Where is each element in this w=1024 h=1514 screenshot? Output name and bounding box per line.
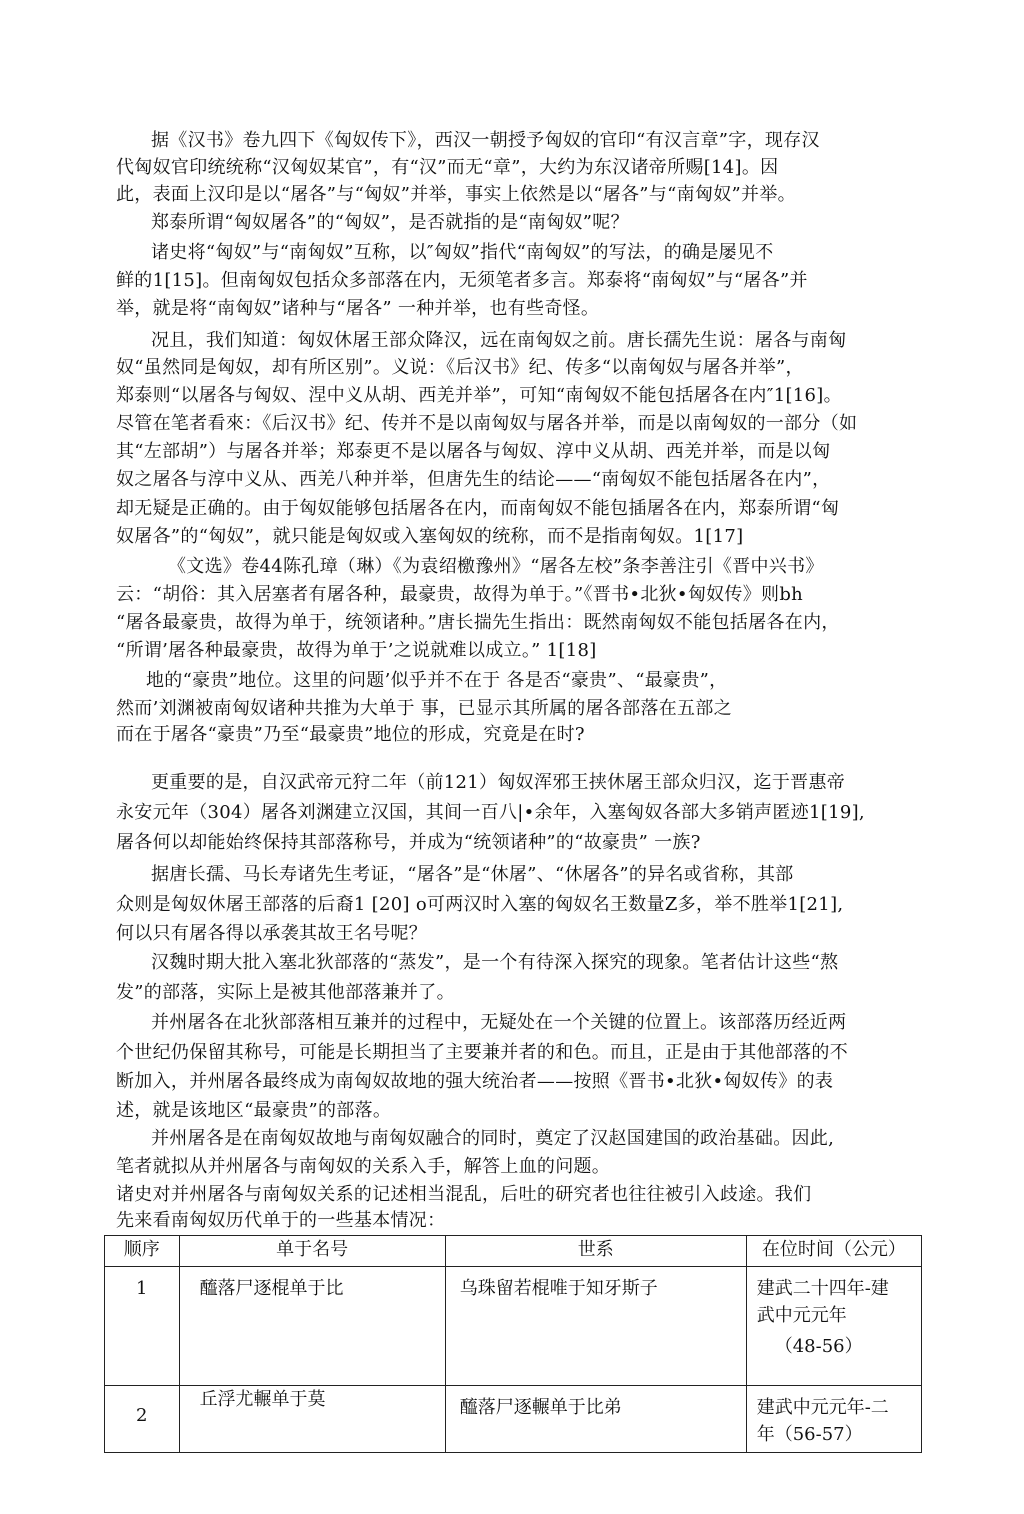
text-line: 奴屠各”的“匈奴”，就只能是匈奴或入塞匈奴的统称，而不是指南匈奴。1[17] bbox=[116, 526, 744, 547]
text-line: 众则是匈奴休屠王部落的后裔1 [20] o可两汉时入塞的匈奴名王数量Z多，举不胜举1[21], bbox=[116, 894, 844, 915]
table-cell-lineage bbox=[445, 1386, 746, 1453]
text-line: 其“左部胡”）与屠各并举；郑泰更不是以屠各与匈奴、淳中义从胡、西羌并举，而是以匈 bbox=[116, 441, 831, 462]
text-line: 何以只有屠各得以承袭其故王名号呢？ bbox=[116, 923, 428, 944]
text-line: “所谓’屠各种最豪贵，故得为单于’之说就难以成立。” 1[18] bbox=[116, 640, 597, 661]
time-part: 武中元元年 bbox=[756, 1305, 847, 1326]
text-line: 却无疑是正确的。由于匈奴能够包括屠各在内，而南匈奴不能包插屠各在内，郑泰所谓“匈 bbox=[116, 498, 840, 519]
table-row bbox=[105, 1386, 922, 1453]
chanyu-table bbox=[104, 1235, 922, 1453]
text-line: 况且，我们知道：匈奴休屠王部众降汉，远在南匈奴之前。唐长孺先生说：屠各与南匈 bbox=[151, 330, 847, 351]
time-part: 建武二十四年-建 bbox=[756, 1278, 889, 1299]
time-part: 年（56-57） bbox=[756, 1424, 863, 1445]
text-line: 郑泰则“以屠各与匈奴、涅中义从胡、西羌并举”，可知“南匈奴不能包括屠各在内″1[16]。 bbox=[116, 385, 842, 406]
text-line: “屠各最豪贵，故得为单于，统领诸种。”唐长揣先生指出：既然南匈奴不能包括屠各在内， bbox=[116, 612, 840, 633]
text-line: 个世纪仍保留其称号，可能是长期担当了主要兼并者的和色。而且，正是由于其他部落的不 bbox=[116, 1042, 848, 1063]
text-line: 断加入，并州屠各最终成为南匈奴故地的强大统治者——按照《晋书•北狄•匈奴传》的表 bbox=[116, 1071, 834, 1092]
text-line: 笔者就拟从并州屠各与南匈奴的关系入手，解答上血的问题。 bbox=[116, 1156, 611, 1177]
text-line: 诸史对并州屠各与南匈奴关系的记述相当混乱，后吐的研究者也往往被引入歧途。我们 bbox=[116, 1184, 812, 1205]
cell-text: 1 bbox=[136, 1278, 148, 1299]
cell-text: 2 bbox=[136, 1405, 148, 1426]
table-header-seq: 顺序 bbox=[105, 1236, 180, 1267]
text-line: 据《汉书》卷九四下《匈奴传下》，西汉一朝授予匈奴的官印“有汉言章”字，现存汉 bbox=[151, 130, 820, 151]
text-line: 汉魏时期大批入塞北狄部落的“蒸发”，是一个有待深入探究的现象。笔者估计这些“熬 bbox=[151, 952, 839, 973]
text-line: 并州屠各是在南匈奴故地与南匈奴融合的同时，奠定了汉赵国建国的政治基础。因此, bbox=[151, 1128, 835, 1149]
text-line: 然而’刘渊被南匈奴诸种共推为大单于 事，已显示其所属的屠各部落在五部之 bbox=[116, 698, 732, 719]
text-line: 代匈奴官印统统称“汉匈奴某官”，有“汉”而无“章”，大约为东汉诸帝所赐[14]。因 bbox=[116, 157, 779, 178]
text-line: 永安元年（304）屠各刘渊建立汉国，其间一百八|•余年，入塞匈奴各部大多销声匿迹1[19], bbox=[116, 802, 865, 823]
table-header-lineage: 世系 bbox=[445, 1236, 746, 1267]
text-line: 此，表面上汉印是以“屠各”与“匈奴”并举，事实上依然是以“屠各”与“南匈奴”并举。 bbox=[116, 184, 796, 205]
text-line: 更重要的是，自汉武帝元狩二年（前121）匈奴浑邪王挟休屠王部众归汉，迄于晋惠帝 bbox=[151, 772, 846, 793]
table-header-row bbox=[105, 1236, 922, 1267]
table-header-name: 单于名号 bbox=[179, 1236, 445, 1267]
text-line: 奴“虽然同是匈奴，却有所区别”。义说：《后汉书》纪、传多“以南匈奴与屠各并举”， bbox=[116, 357, 804, 378]
text-line: 奴之屠各与淳中义从、西羌八种并举，但唐先生的结论——“南匈奴不能包括屠各在内”， bbox=[116, 469, 831, 490]
text-line: 而在于屠各“豪贵”乃至“最豪贵”地位的形成，究竟是在时? bbox=[116, 724, 585, 745]
cell-text bbox=[747, 1267, 921, 1364]
text-line: 发”的部落，实际上是被其他部落兼并了。 bbox=[116, 982, 455, 1003]
text-line: 诸史将“匈奴”与“南匈奴”互称，以″匈奴”指代“南匈奴”的写法，的确是屡见不 bbox=[151, 242, 774, 263]
text-line: 举，就是将“南匈奴”诸种与“屠各” 一种并举，也有些奇怪。 bbox=[116, 298, 600, 319]
cell-text bbox=[747, 1386, 921, 1452]
table-row bbox=[105, 1267, 922, 1386]
text-line: 屠各何以却能始终保持其部落称号，并成为“统领诸种”的“故豪贵” 一族? bbox=[116, 832, 701, 853]
table-cell-name bbox=[179, 1267, 445, 1386]
text-line: 鲜的1[15]。但南匈奴包括众多部落在内，无须笔者多言。郑泰将“南匈奴”与“屠各”并 bbox=[116, 270, 808, 291]
time-part: （48-56） bbox=[774, 1336, 863, 1357]
table-header-time: 在位时间（公元） bbox=[746, 1236, 921, 1267]
table-cell-lineage bbox=[445, 1267, 746, 1386]
cell-text: 乌珠留若棍唯于知牙斯子 bbox=[459, 1278, 658, 1299]
table-cell-time bbox=[746, 1267, 921, 1386]
text-line: 据唐长孺、马长寿诸先生考证，“屠各”是“休屠”、“休屠各”的异名或省称，其部 bbox=[151, 864, 794, 885]
text-line: 地的“豪贵”地位。这里的问题’似乎并不在于 各是否“豪贵”、“最豪贵”， bbox=[146, 670, 728, 691]
cell-text: 醯落尸逐輾单于比弟 bbox=[459, 1397, 622, 1418]
cell-text: 丘浮尤輾单于莫 bbox=[199, 1389, 326, 1410]
text-line: 云：“胡俗：其入居塞者有屠各种，最豪贵，故得为单于。”《晋书•北狄•匈奴传》则bh bbox=[116, 584, 804, 605]
cell-text: 醯落尸逐棍单于比 bbox=[199, 1278, 344, 1299]
text-line: 《文选》卷44陈孔璋（琳）《为袁绍檄豫州》“屠各左校”条李善注引《晋中兴书》 bbox=[168, 556, 824, 577]
table-cell-seq bbox=[105, 1386, 180, 1453]
time-part: 建武中元元年-二 bbox=[756, 1397, 889, 1418]
text-line: 郑泰所谓“匈奴屠各”的“匈奴”，是否就指的是“南匈奴”呢？ bbox=[151, 212, 629, 233]
table-cell-seq bbox=[105, 1267, 180, 1386]
table-cell-time bbox=[746, 1386, 921, 1453]
text-line: 尽管在笔者看來：《后汉书》纪、传并不是以南匈奴与屠各并举，而是以南匈奴的一部分（如 bbox=[116, 413, 858, 434]
table-cell-name bbox=[179, 1386, 445, 1453]
text-line: 并州屠各在北狄部落相互兼并的过程中，无疑处在一个关键的位置上。该部落历经近两 bbox=[151, 1012, 847, 1033]
text-line: 述，就是该地区“最豪贵”的部落。 bbox=[116, 1100, 392, 1121]
text-line: 先来看南匈奴历代单于的一些基本情况： bbox=[116, 1210, 446, 1231]
